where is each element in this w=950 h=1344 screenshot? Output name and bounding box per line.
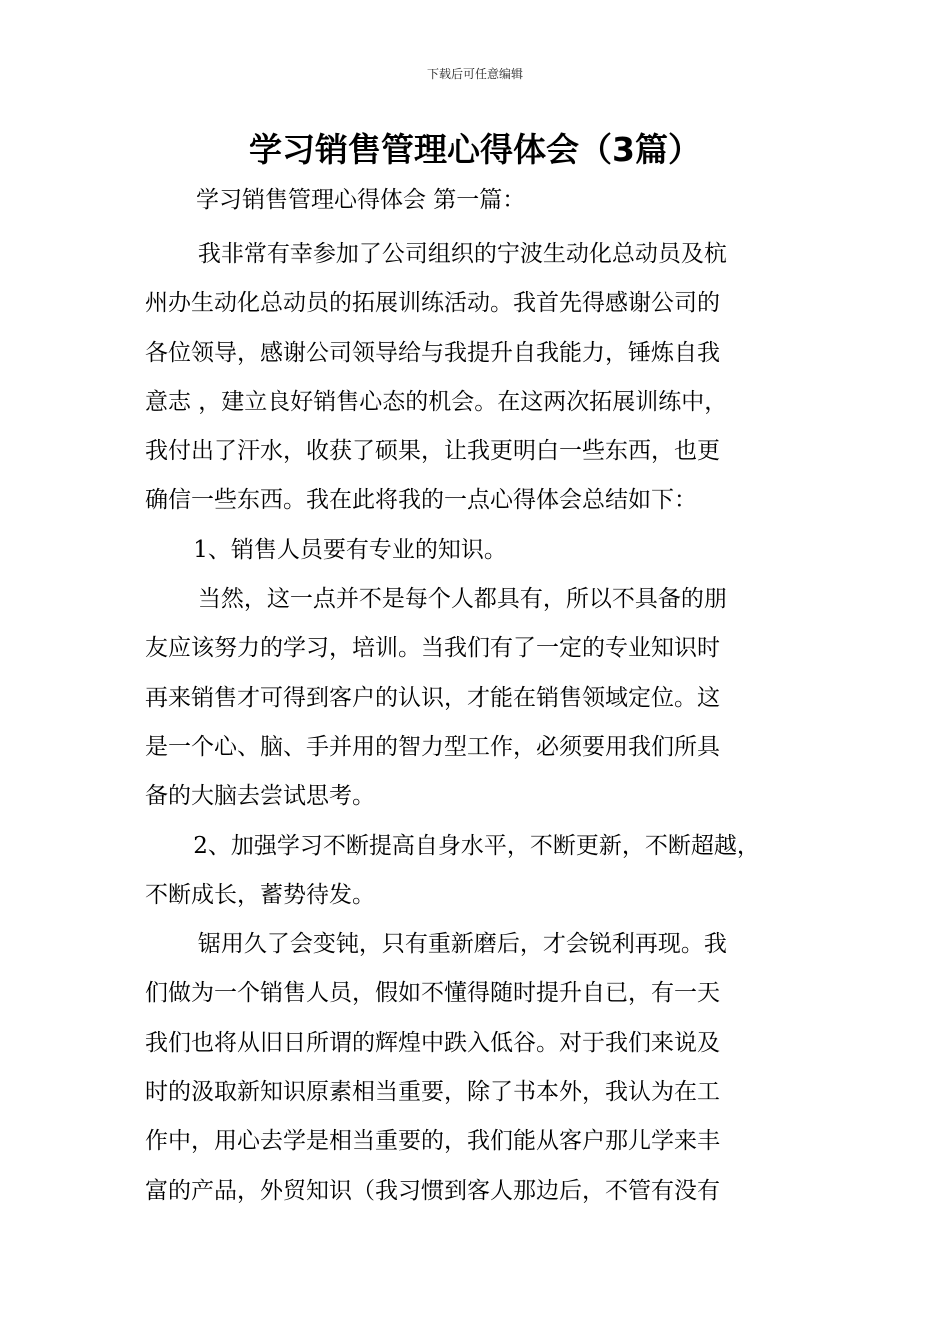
section-subtitle: 学习销售管理心得体会 第一篇： (196, 187, 526, 213)
text-line: 1、销售人员要有专业的知识。 (193, 536, 507, 563)
paragraph-point-1 (145, 526, 807, 575)
document-body (145, 230, 807, 1216)
text-line: 是一个心、脑、手并用的智力型工作，必须要用我们所具 (145, 733, 720, 760)
paragraph-intro (145, 230, 807, 526)
document-title: 学习销售管理心得体会（3篇） (249, 130, 701, 169)
text-line: 2、加强学习不断提高自身水平，不断更新，不断超越， (193, 832, 760, 859)
text-line: 当然，这一点并不是每个人都具有，所以不具备的朋 (197, 586, 727, 613)
text-line: 再来销售才可得到客户的认识，才能在销售领域定位。这 (145, 684, 720, 711)
text-line: 我们也将从旧日所谓的辉煌中跌入低谷。对于我们来说及 (145, 1029, 720, 1056)
text-line: 不断成长，蓄势待发。 (145, 881, 375, 908)
text-line: 时的汲取新知识原素相当重要，除了书本外，我认为在工 (145, 1079, 720, 1106)
header-note: 下载后可任意编辑 (426, 67, 523, 81)
text-line: 我非常有幸参加了公司组织的宁波生动化总动员及杭 (197, 241, 727, 267)
text-line: 我付出了汗水，收获了硕果，让我更明白一些东西，也更 (145, 438, 720, 465)
paragraph-point-2-detail (145, 920, 807, 1216)
text-line: 州办生动化总动员的拓展训练活动。我首先得感谢公司的 (145, 290, 720, 317)
text-line: 各位领导，感谢公司领导给与我提升自我能力，锤炼自我 (145, 339, 720, 366)
text-line: 锯用久了会变钝，只有重新磨后，才会锐利再现。我 (197, 931, 727, 958)
text-line: 们做为一个销售人员，假如不懂得随时提升自已，有一天 (145, 980, 720, 1007)
text-line: 确信一些东西。我在此将我的一点心得体会总结如下： (145, 487, 697, 514)
paragraph-point-1-detail (145, 575, 807, 821)
paragraph-point-2 (145, 822, 807, 921)
text-line: 作中，用心去学是相当重要的，我们能从客户那儿学来丰 (145, 1128, 720, 1155)
text-line: 友应该努力的学习，培训。当我们有了一定的专业知识时 (145, 635, 720, 662)
text-line: 备的大脑去尝试思考。 (145, 783, 375, 810)
text-line: 富的产品，外贸知识（我习惯到客人那边后，不管有没有 (145, 1177, 720, 1204)
text-line: 意志 ，建立良好销售心态的机会。在这两次拓展训练中， (145, 388, 728, 415)
